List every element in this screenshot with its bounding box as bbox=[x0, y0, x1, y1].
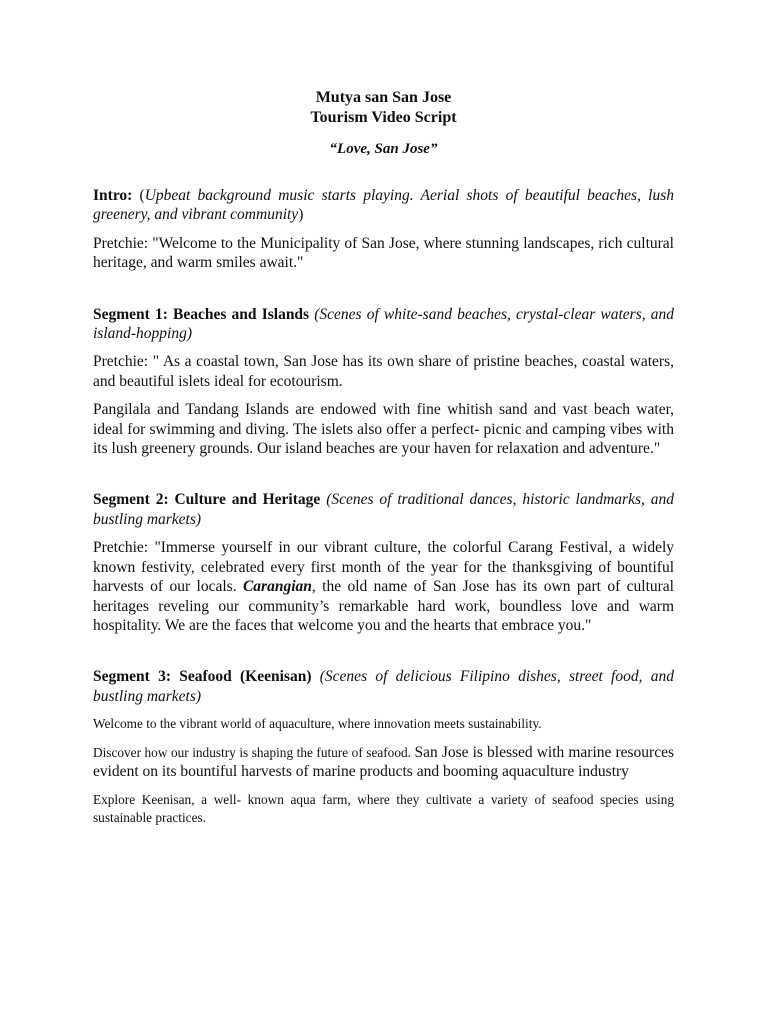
intro-open-paren: ( bbox=[132, 187, 145, 204]
intro-direction-text: Upbeat background music starts playing. Aerial shots of beautiful beaches, lush greenery, and vibrant community bbox=[93, 187, 674, 224]
segment3-direction: (Scenes of delicious Filipino dishes, street food, and bustling markets) bbox=[93, 668, 674, 705]
segment2-line bbox=[93, 538, 674, 635]
segment3-line-2-large: San Jose is blessed with marine resources evident on its bountiful harvests of marine products and booming aquaculture industry bbox=[93, 743, 674, 781]
segment3-heading: Segment 3: Seafood (Keenisan) bbox=[93, 668, 312, 686]
segment2-heading: Segment 2: Culture and Heritage bbox=[93, 491, 321, 509]
segment2-line-part-1: Pretchie: "Immerse yourself in our vibrant culture, the colorful Carang Festival, a widely known festivity, celebrated every first month of the year for the thanksgiving of bountiful harvests of our locals. bbox=[93, 539, 674, 596]
segment3-line-1: Welcome to the vibrant world of aquaculture, where innovation meets sustainability. bbox=[93, 716, 542, 732]
tagline: “Love, San Jose” bbox=[329, 141, 438, 157]
segment2-emphasis: Carangian bbox=[242, 578, 312, 596]
title-line-2: Tourism Video Script bbox=[310, 109, 457, 126]
segment1-heading: Segment 1: Beaches and Islands bbox=[93, 305, 310, 323]
segment1-line-2: Pangilala and Tandang Islands are endowed with fine whitish sand and vast beach water, ideal for swimming and diving. The islets also offer a perfect- picnic and camping vibes with its lush greenery grounds. Our island beaches are your haven for relaxation and adventure." bbox=[93, 401, 674, 458]
segment1-heading-row bbox=[93, 305, 674, 344]
intro-line: Pretchie: "Welcome to the Municipality of San Jose, where stunning landscapes, rich cultural heritage, and warm smiles await." bbox=[93, 234, 674, 272]
title-line-1: Mutya san San Jose bbox=[315, 89, 452, 106]
intro-direction bbox=[93, 186, 674, 225]
segment2-heading-row bbox=[93, 490, 674, 529]
segment3-line-2 bbox=[93, 743, 674, 782]
segment2-direction: (Scenes of traditional dances, historic landmarks, and bustling markets) bbox=[93, 491, 675, 528]
segment1-direction: (Scenes of white-sand beaches, crystal-clear waters, and island-hopping) bbox=[93, 305, 675, 343]
segment2-line-part-2: , the old name of San Jose has its own part of cultural heritages reveling our community’s remarkable hard work, boundless love and warm hospitality. We are the faces that welcome you and the hearts that embrace you." bbox=[93, 578, 674, 634]
segment3-line-2-small: Discover how our industry is shaping the future of seafood. bbox=[93, 744, 415, 760]
intro-close-paren: ) bbox=[298, 206, 304, 224]
segment3-heading-row bbox=[93, 667, 674, 706]
segment3-line-3: Explore Keenisan, a well- known aqua farm, where they cultivate a variety of seafood species using sustainable practices. bbox=[93, 791, 674, 826]
intro-label: Intro: bbox=[93, 187, 133, 204]
segment1-line-1: Pretchie: " As a coastal town, San Jose has its own share of pristine beaches, coastal waters, and beautiful islets ideal for ecotourism. bbox=[93, 353, 674, 390]
document-page bbox=[93, 88, 674, 828]
document-title bbox=[93, 88, 674, 128]
